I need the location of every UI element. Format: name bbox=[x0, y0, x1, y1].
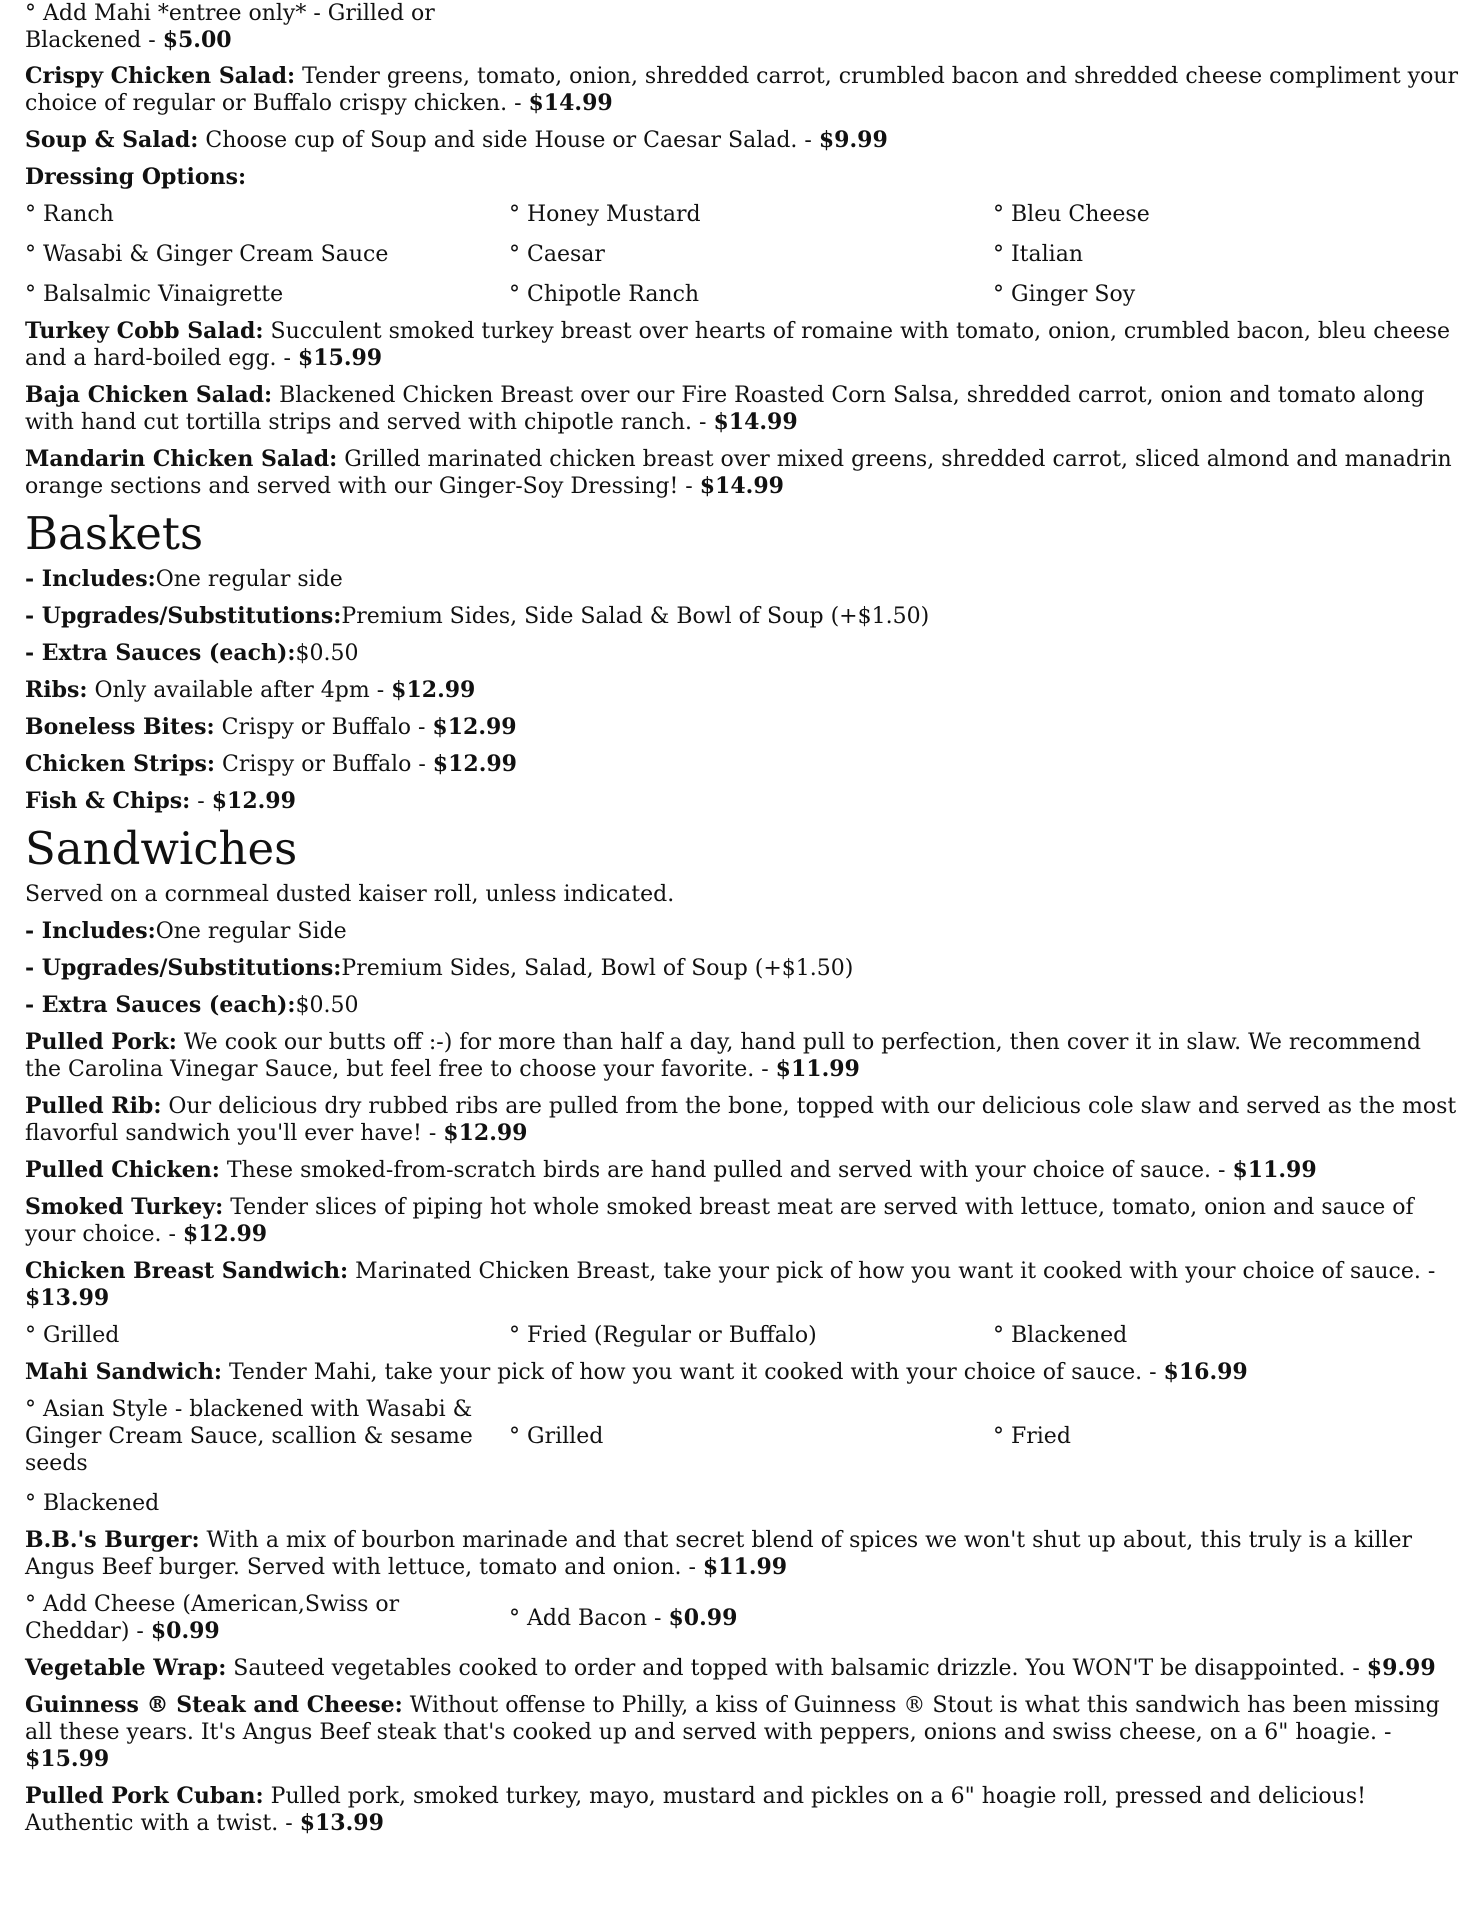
item-name: Smoked Turkey: bbox=[25, 1194, 224, 1220]
burger-addons bbox=[25, 1591, 1459, 1645]
menu-item bbox=[25, 1655, 1459, 1682]
item-name: Pulled Pork Cuban: bbox=[25, 1783, 264, 1809]
item-name: Pulled Chicken: bbox=[25, 1157, 220, 1183]
basket-note bbox=[25, 603, 1459, 630]
sandwich-intro: Served on a cornmeal dusted kaiser roll, unless indicated. bbox=[25, 882, 675, 907]
section-title-baskets: Baskets bbox=[25, 507, 204, 560]
item-price: $12.99 bbox=[443, 1120, 528, 1146]
item-name: Turkey Cobb Salad: bbox=[25, 318, 264, 344]
add-mahi-option bbox=[25, 0, 445, 54]
item-name: Pulled Pork: bbox=[25, 1029, 177, 1055]
menu-item bbox=[25, 714, 1459, 741]
basket-note bbox=[25, 566, 1459, 593]
item-name: Fish & Chips: bbox=[25, 788, 191, 814]
note-label: - Upgrades/Substitutions: bbox=[25, 603, 342, 629]
item-name: Mandarin Chicken Salad: bbox=[25, 446, 338, 472]
item-desc: Tender slices of piping hot whole smoked breast meat are served with lettuce, tomato, onion and sauce of your choice. - bbox=[25, 1195, 1414, 1247]
addon-price: $0.99 bbox=[668, 1604, 738, 1631]
item-desc: Crispy or Buffalo - bbox=[215, 752, 433, 777]
chicken-cook-options bbox=[25, 1322, 1459, 1349]
sandwich-note bbox=[25, 918, 1459, 945]
menu-item bbox=[25, 1157, 1459, 1184]
note-text: Premium Sides, Salad, Bowl of Soup (+$1.50) bbox=[341, 956, 854, 981]
note-text: Premium Sides, Side Salad & Bowl of Soup (+$1.50) bbox=[341, 604, 930, 629]
item-desc: Tender greens, tomato, onion, shredded carrot, crumbled bacon and shredded cheese compliment your choice of regular or Buffalo crispy chicken. - bbox=[25, 64, 1459, 116]
item-desc: These smoked-from-scratch birds are hand pulled and served with your choice of sauce. - bbox=[219, 1158, 1233, 1183]
item-name: Ribs: bbox=[25, 677, 88, 703]
item-desc: Only available after 4pm - bbox=[87, 678, 392, 703]
note-text: $0.50 bbox=[295, 641, 359, 666]
menu-item bbox=[25, 1029, 1459, 1083]
option-price: $5.00 bbox=[162, 27, 232, 53]
menu-item bbox=[25, 1359, 1459, 1386]
item-desc: With a mix of bourbon marinade and that secret blend of spices we won't shut up about, this truly is a killer Angus Beef burger. Served with lettuce, tomato and onion. - bbox=[25, 1528, 1412, 1580]
cook-option: ° Fried bbox=[993, 1424, 1071, 1449]
cook-option: ° Grilled bbox=[25, 1323, 120, 1348]
note-label: - Upgrades/Substitutions: bbox=[25, 955, 342, 981]
item-price: $16.99 bbox=[1163, 1359, 1248, 1385]
menu-item bbox=[25, 1258, 1459, 1312]
option-text: ° Add Mahi *entree only* - Grilled or Blackened - bbox=[25, 1, 435, 53]
item-name: Crispy Chicken Salad: bbox=[25, 63, 296, 89]
item-name: Boneless Bites: bbox=[25, 714, 215, 740]
item-price: $11.99 bbox=[1232, 1157, 1317, 1183]
note-label: - Extra Sauces (each): bbox=[25, 992, 296, 1018]
mahi-cook-options bbox=[25, 1396, 1459, 1517]
item-name: Soup & Salad: bbox=[25, 127, 199, 153]
item-price: $14.99 bbox=[713, 409, 798, 435]
item-name: Chicken Strips: bbox=[25, 751, 216, 777]
dressing-heading bbox=[25, 164, 1459, 191]
item-price: $12.99 bbox=[211, 788, 296, 814]
item-price: $11.99 bbox=[775, 1056, 860, 1082]
menu-item bbox=[25, 382, 1459, 436]
dressing-option: ° Caesar bbox=[509, 242, 605, 267]
menu-item bbox=[25, 1692, 1459, 1773]
note-label: - Includes: bbox=[25, 918, 156, 944]
addon-price: $0.99 bbox=[150, 1618, 220, 1644]
item-desc: Crispy or Buffalo - bbox=[214, 715, 433, 740]
sandwich-note bbox=[25, 992, 1459, 1019]
note-text: One regular Side bbox=[155, 919, 347, 944]
addon-text: ° Add Bacon - bbox=[509, 1605, 669, 1631]
item-price: $12.99 bbox=[432, 714, 517, 740]
cook-option: ° Fried (Regular or Buffalo) bbox=[509, 1323, 817, 1348]
note-text: One regular side bbox=[155, 567, 343, 592]
cook-option: ° Asian Style - blackened with Wasabi & Ginger Cream Sauce, scallion & sesame seeds bbox=[25, 1397, 473, 1476]
item-desc: Marinated Chicken Breast, take your pick of how you want it cooked with your choice of sauce. - bbox=[348, 1259, 1436, 1284]
item-desc: We cook our butts off :-) for more than half a day, hand pull to perfection, then cover it in slaw. We recommend the Carolina Vinegar Sauce, but feel free to choose your favorite. - bbox=[25, 1030, 1422, 1082]
menu-item bbox=[25, 63, 1459, 117]
menu-item bbox=[25, 1093, 1459, 1147]
dressing-option: ° Italian bbox=[993, 242, 1083, 267]
menu-item bbox=[25, 751, 1459, 778]
sandwich-note bbox=[25, 955, 1459, 982]
item-desc: Choose cup of Soup and side House or Caesar Salad. - bbox=[198, 128, 819, 153]
item-price: $14.99 bbox=[699, 473, 784, 499]
section-title-sandwiches: Sandwiches bbox=[25, 822, 298, 875]
menu-item bbox=[25, 127, 1459, 154]
menu-item bbox=[25, 677, 1459, 704]
menu-item bbox=[25, 446, 1459, 500]
menu-item bbox=[25, 1527, 1459, 1581]
cook-option: ° Grilled bbox=[509, 1424, 604, 1449]
cook-option: ° Blackened bbox=[25, 1491, 160, 1516]
dressing-option: ° Ranch bbox=[25, 202, 114, 227]
item-price: $15.99 bbox=[25, 1746, 110, 1772]
item-name: Pulled Rib: bbox=[25, 1093, 162, 1119]
item-desc: Our delicious dry rubbed ribs are pulled from the bone, topped with our delicious cole slaw and served as the most flavorful sandwich you'll ever have! - bbox=[25, 1094, 1457, 1146]
item-price: $9.99 bbox=[818, 127, 888, 153]
item-price: $9.99 bbox=[1366, 1655, 1436, 1681]
item-name: Chicken Breast Sandwich: bbox=[25, 1258, 349, 1284]
item-price: $13.99 bbox=[299, 1810, 384, 1836]
item-desc: Grilled marinated chicken breast over mixed greens, shredded carrot, sliced almond and manadrin orange sections and served with our Ginger-Soy Dressing! - bbox=[25, 447, 1452, 499]
item-price: $12.99 bbox=[432, 751, 517, 777]
dressing-options bbox=[25, 201, 1459, 308]
burger-addon bbox=[509, 1605, 993, 1632]
item-desc: - bbox=[190, 789, 212, 814]
dressing-option: ° Bleu Cheese bbox=[993, 202, 1150, 227]
item-desc: Sauteed vegetables cooked to order and topped with balsamic drizzle. You WON'T be disappointed. - bbox=[226, 1656, 1367, 1681]
item-price: $14.99 bbox=[528, 90, 613, 116]
item-desc: Without offense to Philly, a kiss of Guinness ® Stout is what this sandwich has been missing all these years. It's Angus Beef steak that's cooked up and served with peppers, onions and swiss cheese, on a 6" hoagie. - bbox=[25, 1693, 1440, 1745]
item-name: Baja Chicken Salad: bbox=[25, 382, 273, 408]
item-desc: Succulent smoked turkey breast over hearts of romaine with tomato, onion, crumbled bacon, bleu cheese and a hard-boiled egg. - bbox=[25, 319, 1451, 371]
dressing-option: ° Chipotle Ranch bbox=[509, 282, 700, 307]
dressing-heading-text: Dressing Options: bbox=[25, 164, 247, 190]
item-name: Vegetable Wrap: bbox=[25, 1655, 227, 1681]
item-price: $12.99 bbox=[391, 677, 476, 703]
basket-note bbox=[25, 640, 1459, 667]
menu-item bbox=[25, 1783, 1459, 1837]
item-price: $11.99 bbox=[702, 1554, 788, 1580]
note-text: $0.50 bbox=[295, 993, 359, 1018]
menu-item bbox=[25, 788, 1459, 815]
item-price: $15.99 bbox=[297, 345, 383, 371]
item-name: Guinness ® Steak and Cheese: bbox=[25, 1692, 403, 1718]
menu-item bbox=[25, 1194, 1459, 1248]
item-name: B.B.'s Burger: bbox=[25, 1527, 200, 1553]
item-desc: Blackened Chicken Breast over our Fire Roasted Corn Salsa, shredded carrot, onion and tomato along with hand cut tortilla strips and served with chipotle ranch. - bbox=[25, 383, 1425, 435]
cook-option: ° Blackened bbox=[993, 1323, 1128, 1348]
addon-text: ° Add Cheese (American,Swiss or Cheddar) - bbox=[25, 1592, 400, 1644]
menu-item bbox=[25, 318, 1459, 372]
item-desc: Pulled pork, smoked turkey, mayo, mustard and pickles on a 6" hoagie roll, pressed and delicious! Authentic with a twist. - bbox=[25, 1784, 1366, 1836]
item-name: Mahi Sandwich: bbox=[25, 1359, 222, 1385]
dressing-option: ° Ginger Soy bbox=[993, 282, 1136, 307]
item-desc: Tender Mahi, take your pick of how you want it cooked with your choice of sauce. - bbox=[221, 1360, 1164, 1385]
dressing-option: ° Honey Mustard bbox=[509, 202, 701, 227]
item-price: $12.99 bbox=[182, 1221, 268, 1247]
note-label: - Includes: bbox=[25, 566, 156, 592]
dressing-option: ° Wasabi & Ginger Cream Sauce bbox=[25, 242, 389, 267]
burger-addon bbox=[25, 1591, 509, 1645]
note-label: - Extra Sauces (each): bbox=[25, 640, 296, 666]
dressing-option: ° Balsalmic Vinaigrette bbox=[25, 282, 284, 307]
item-price: $13.99 bbox=[25, 1285, 110, 1311]
